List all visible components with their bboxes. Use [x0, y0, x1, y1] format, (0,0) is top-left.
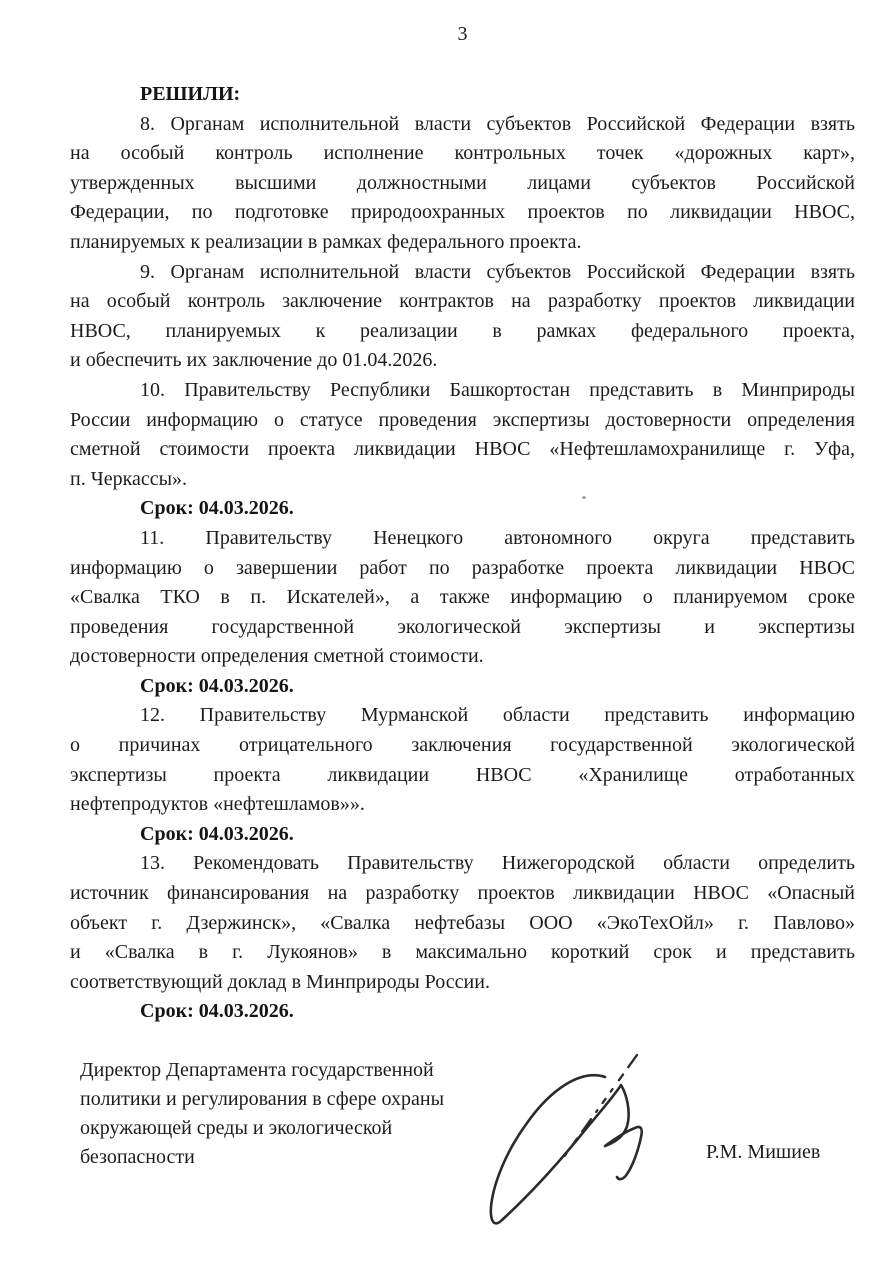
signature-stroke-path [491, 1075, 642, 1223]
paragraph-line: о причинах отрицательного заключения государственной экологической [70, 734, 855, 757]
signatory-title [80, 1056, 500, 1172]
paragraph-line: достоверности определения сметной стоимости. [70, 645, 484, 668]
paragraph-line: нефтепродуктов «нефтешламов»». [70, 793, 365, 816]
signatory-name: Р.М. Мишиев [706, 1141, 821, 1163]
paragraph-line: на особый контроль заключение контрактов на разработку проектов ликвидации [70, 290, 855, 313]
signature-dash-path [561, 1055, 637, 1161]
resolution-blocks [70, 110, 855, 1027]
deadline-line: Срок: 04.03.2026. [140, 1000, 294, 1023]
paragraph-line: соответствующий доклад в Минприроды России. [70, 970, 490, 993]
signatory-title-line: Директор Департамента государственной [80, 1059, 434, 1081]
deadline-line: Срок: 04.03.2026. [140, 497, 294, 520]
paragraph-line: п. Черкассы». [70, 467, 188, 490]
paragraph-line: 10. Правительству Республики Башкортостан представить в Минприроды [140, 378, 855, 401]
signatory-title-line: политики и регулирования в сфере охраны [80, 1088, 445, 1110]
paragraph-line: сметной стоимости проекта ликвидации НВОС «Нефтешламохранилище г. Уфа, [70, 438, 855, 461]
paragraph-line: на особый контроль исполнение контрольных точек «дорожных карт», [70, 142, 855, 165]
deadline-line: Срок: 04.03.2026. [140, 822, 294, 845]
paragraph-line: источник финансирования на разработку проектов ликвидации НВОС «Опасный [70, 882, 855, 905]
paragraph-line: 9. Органам исполнительной власти субъектов Российской Федерации взять [140, 260, 855, 283]
paragraph-line: объект г. Дзержинск», «Свалка нефтебазы ООО «ЭкоТехОйл» г. Павлово» [70, 911, 855, 934]
paragraph-line: и обеспечить их заключение до 01.04.2026. [70, 349, 438, 372]
resolution-heading: РЕШИЛИ: [140, 83, 241, 105]
paragraph-line: Федерации, по подготовке природоохранных проектов по ликвидации НВОС, [70, 201, 855, 224]
document-body [70, 80, 855, 1027]
paragraph-line: утвержденных высшими должностными лицами субъектов Российской [70, 171, 855, 194]
signatory-title-line: безопасности [80, 1146, 195, 1168]
deadline-line: Срок: 04.03.2026. [140, 674, 294, 697]
paragraph-line: 8. Органам исполнительной власти субъектов Российской Федерации взять [140, 112, 855, 135]
scan-artifact-dot [582, 496, 586, 499]
paragraph-line: НВОС, планируемых к реализации в рамках федерального проекта, [70, 319, 855, 342]
paragraph-line: 12. Правительству Мурманской области представить информацию [140, 704, 855, 727]
paragraph-line: «Свалка ТКО в п. Искателей», а также информацию о планируемом сроке [70, 586, 855, 609]
signature-image [455, 1025, 715, 1255]
signatory-title-line: окружающей среды и экологической [80, 1117, 393, 1139]
paragraph-line: планируемых к реализации в рамках федерального проекта. [70, 230, 582, 253]
paragraph-line: России информацию о статусе проведения экспертизы достоверности определения [70, 408, 855, 431]
page-number: 3 [457, 23, 468, 45]
paragraph-line: информацию о завершении работ по разработке проекта ликвидации НВОС [70, 556, 855, 579]
paragraph-line: экспертизы проекта ликвидации НВОС «Хранилище отработанных [70, 763, 855, 786]
paragraph-line: 13. Рекомендовать Правительству Нижегородской области определить [140, 852, 855, 875]
paragraph-line: и «Свалка в г. Лукоянов» в максимально короткий срок и представить [70, 941, 855, 964]
paragraph-line: 11. Правительству Ненецкого автономного округа представить [140, 526, 855, 549]
paragraph-line: проведения государственной экологической экспертизы и экспертизы [70, 615, 855, 638]
